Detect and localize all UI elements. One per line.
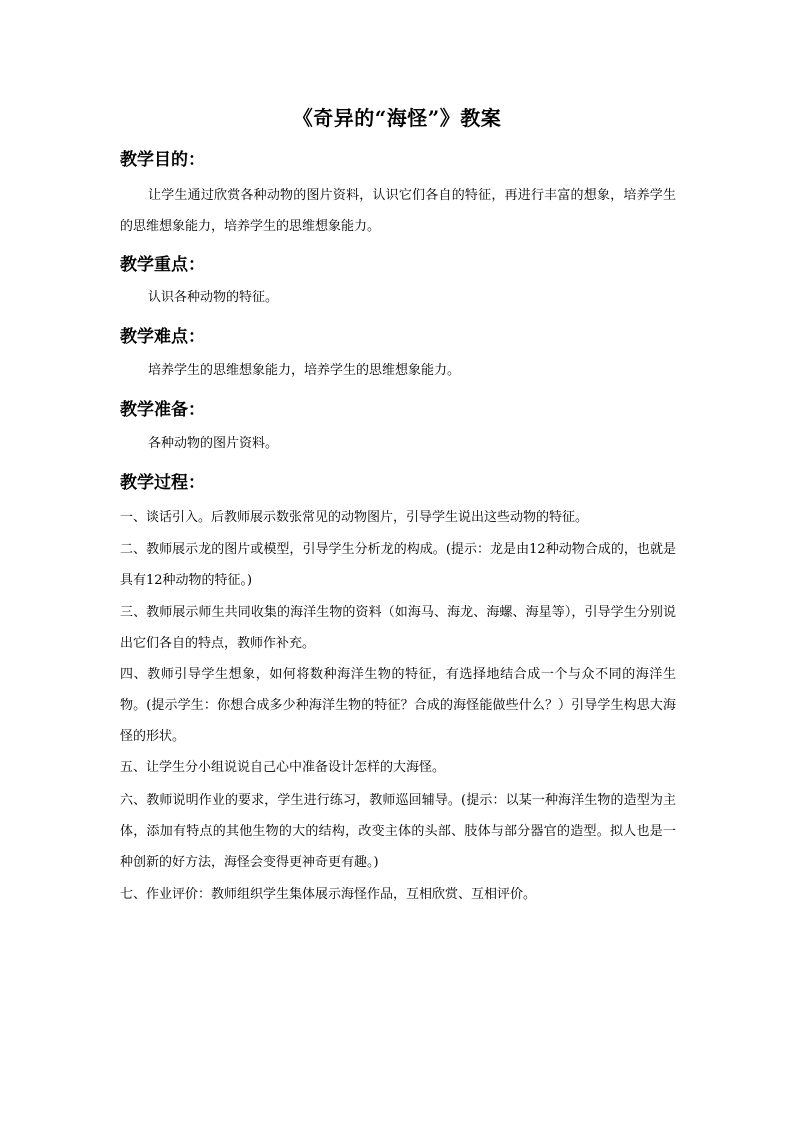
preparation-text: 各种动物的图片资料。 bbox=[148, 436, 279, 451]
goal-heading: 教学目的： bbox=[120, 150, 205, 170]
process-step-3: 三、教师展示师生共同收集的海洋生物的资料（如海马、海龙、海螺、海星等），引导学生分别说出它们各自的特点，教师作补充。 bbox=[120, 605, 676, 651]
process-heading: 教学过程： bbox=[120, 473, 205, 493]
process-step-2: 二、教师展示龙的图片或模型，引导学生分析龙的构成。(提示：龙是由12种动物合成的，也就是具有12种动物的特征。) bbox=[120, 542, 676, 588]
key-point-text: 认识各种动物的特征。 bbox=[148, 290, 279, 305]
process-step-7: 七、作业评价：教师组织学生集体展示海怪作品，互相欣赏、互相评价。 bbox=[120, 887, 537, 902]
goal-text: 让学生通过欣赏各种动物的图片资料，认识它们各自的特征，再进行丰富的想象，培养学生的思维想象能力，培养学生的思维想象能力。 bbox=[120, 188, 676, 234]
difficulty-text: 培养学生的思维想象能力，培养学生的思维想象能力。 bbox=[148, 363, 461, 378]
process-step-4: 四、教师引导学生想象，如何将数种海洋生物的特征，有选择地结合成一个与众不同的海洋生物。(提示学生：你想合成多少种海洋生物的特征？合成的海怪能做些什么？）引导学生构思大海怪的形状。 bbox=[120, 667, 676, 744]
key-point-heading: 教学重点： bbox=[120, 255, 205, 275]
process-step-6: 六、教师说明作业的要求，学生进行练习，教师巡回辅导。(提示：以某一种海洋生物的造型为主体，添加有特点的其他生物的大的结构，改变主体的头部、肢体与部分器官的造型。拟人也是一种创新的好方法，海怪会变得更神奇更有趣。) bbox=[120, 793, 676, 870]
document-title: 《奇异的“海怪”》教案 bbox=[292, 106, 502, 130]
difficulty-heading: 教学难点： bbox=[120, 327, 205, 347]
preparation-heading: 教学准备： bbox=[120, 400, 205, 420]
process-step-1: 一、谈话引入。后教师展示数张常见的动物图片，引导学生说出这些动物的特征。 bbox=[120, 510, 589, 525]
process-step-5: 五、让学生分小组说说自己心中准备设计怎样的大海怪。 bbox=[120, 760, 446, 775]
